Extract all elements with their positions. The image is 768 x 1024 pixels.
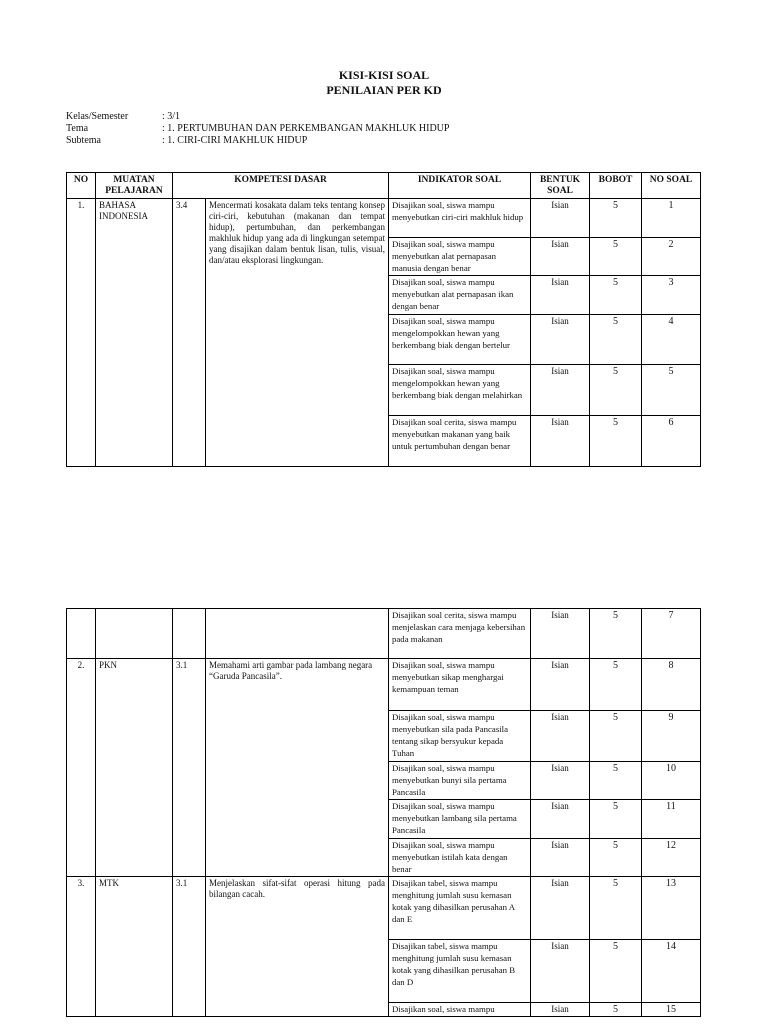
row-muatan (96, 609, 173, 659)
row-indikator: Disajikan soal, siswa mampu menyebutkan sikap menghargai kemampuan teman (389, 659, 531, 711)
row-bentuk: Isian (531, 238, 590, 276)
row-muatan: BAHASA INDONESIA (96, 199, 173, 467)
meta-label: Tema (66, 123, 89, 134)
row-no: 3. (67, 877, 96, 1017)
row-nosoal: 10 (642, 762, 701, 800)
row-nosoal: 9 (642, 711, 701, 762)
row-kd-code (173, 609, 206, 659)
header-nosoal: NO SOAL (642, 173, 701, 199)
row-muatan: MTK (96, 877, 173, 1017)
meta-label: Subtema (66, 135, 101, 146)
row-kd-code: 3.4 (173, 199, 206, 467)
table-row (67, 199, 701, 238)
row-nosoal: 14 (642, 940, 701, 1003)
row-nosoal: 15 (642, 1003, 701, 1017)
meta-tema (66, 123, 449, 135)
row-bobot: 5 (590, 659, 642, 711)
row-kd-text: Memahami arti gambar pada lambang negara “Garuda Pancasila”. (206, 659, 389, 877)
row-indikator: Disajikan soal, siswa mampu mengelompokkan hewan yang berkembang biak dengan melahirkan (389, 365, 531, 416)
meta-subtema (66, 135, 307, 147)
table-row (67, 877, 701, 940)
row-nosoal: 5 (642, 365, 701, 416)
row-bobot: 5 (590, 1003, 642, 1017)
row-indikator: Disajikan soal, siswa mampu (389, 1003, 531, 1017)
doc-title: KISI-KISI SOAL (338, 68, 430, 82)
row-nosoal: 3 (642, 276, 701, 315)
row-kd-code: 3.1 (173, 877, 206, 1017)
row-bobot: 5 (590, 877, 642, 940)
header-indikator: INDIKATOR SOAL (389, 173, 531, 199)
row-kd-code: 3.1 (173, 659, 206, 877)
row-nosoal: 11 (642, 800, 701, 839)
row-indikator: Disajikan tabel, siswa mampu menghitung jumlah susu kemasan kotak yang dihasilkan perusahan A dan E (389, 877, 531, 940)
table-row (67, 609, 701, 659)
row-bobot: 5 (590, 762, 642, 800)
kisi-table-1 (66, 172, 701, 467)
row-bentuk: Isian (531, 315, 590, 365)
row-kd-text: Mencermati kosakata dalam teks tentang konsep ciri-ciri, kebutuhan (makanan dan tempat hidup), pertumbuhan, dan perkembangan makhluk hidup yang ada di lingkungan setempat yang disajikan dalam bentuk lisan, tulis, visual, dan/atau eksplorasi lingkungan. (206, 199, 389, 467)
row-nosoal: 13 (642, 877, 701, 940)
meta-value: : 3/1 (162, 111, 181, 122)
row-bentuk: Isian (531, 1003, 590, 1017)
row-bobot: 5 (590, 365, 642, 416)
row-indikator: Disajikan soal, siswa mampu menyebutkan alat pernapasan ikan dengan benar (389, 276, 531, 315)
row-indikator: Disajikan soal, siswa mampu menyebutkan sila pada Pancasila tentang sikap bersyukur kepada Tuhan (389, 711, 531, 762)
meta-value: : 1. CIRI-CIRI MAKHLUK HIDUP (162, 135, 308, 146)
row-indikator: Disajikan soal, siswa mampu mengelompokkan hewan yang berkembang biak dengan bertelur (389, 315, 531, 365)
row-no: 1. (67, 199, 96, 467)
row-indikator: Disajikan soal, siswa mampu menyebutkan lambang sila pertama Pancasila (389, 800, 531, 839)
row-indikator: Disajikan soal, siswa mampu menyebutkan alat pernapasan manusia dengan benar (389, 238, 531, 276)
row-nosoal: 4 (642, 315, 701, 365)
row-bentuk: Isian (531, 877, 590, 940)
row-bobot: 5 (590, 238, 642, 276)
row-indikator: Disajikan soal, siswa mampu menyebutkan istilah kata dengan benar (389, 839, 531, 877)
row-nosoal: 7 (642, 609, 701, 659)
row-bentuk: Isian (531, 659, 590, 711)
row-kd-text: Menjelaskan sifat-sifat operasi hitung pada bilangan cacah. (206, 877, 389, 1017)
header-no: NO (67, 173, 96, 199)
row-muatan: PKN (96, 659, 173, 877)
table-row (67, 659, 701, 711)
row-bobot: 5 (590, 940, 642, 1003)
header-muatan: MUATAN PELAJARAN (96, 173, 173, 199)
row-bobot: 5 (590, 315, 642, 365)
row-bobot: 5 (590, 800, 642, 839)
row-indikator: Disajikan soal cerita, siswa mampu menyebutkan makanan yang baik untuk pertumbuhan dengan benar (389, 416, 531, 467)
row-bentuk: Isian (531, 762, 590, 800)
row-bobot: 5 (590, 839, 642, 877)
row-bentuk: Isian (531, 365, 590, 416)
row-indikator: Disajikan soal cerita, siswa mampu menjelaskan cara menjaga kebersihan pada makanan (389, 609, 531, 659)
meta-kelas (66, 111, 180, 123)
row-no: 2. (67, 659, 96, 877)
row-nosoal: 6 (642, 416, 701, 467)
doc-subtitle: PENILAIAN PER KD (326, 83, 442, 97)
row-bentuk: Isian (531, 416, 590, 467)
meta-label: Kelas/Semester (66, 111, 129, 122)
header-kd: KOMPETESI DASAR (173, 173, 389, 199)
kisi-table-2 (66, 608, 701, 1017)
row-bentuk: Isian (531, 609, 590, 659)
row-bobot: 5 (590, 276, 642, 315)
row-indikator: Disajikan tabel, siswa mampu menghitung jumlah susu kemasan kotak yang dihasilkan perusahan B dan D (389, 940, 531, 1003)
row-bobot: 5 (590, 711, 642, 762)
row-bentuk: Isian (531, 276, 590, 315)
row-indikator: Disajikan soal, siswa mampu menyebutkan bunyi sila pertama Pancasila (389, 762, 531, 800)
row-nosoal: 2 (642, 238, 701, 276)
header-bentuk: BENTUK SOAL (531, 173, 590, 199)
row-no (67, 609, 96, 659)
header-bobot: BOBOT (590, 173, 642, 199)
row-bentuk: Isian (531, 940, 590, 1003)
header-row (67, 173, 701, 199)
row-bentuk: Isian (531, 711, 590, 762)
row-bobot: 5 (590, 416, 642, 467)
row-bentuk: Isian (531, 199, 590, 238)
row-nosoal: 12 (642, 839, 701, 877)
row-kd-text (206, 609, 389, 659)
row-indikator: Disajikan soal, siswa mampu menyebutkan ciri-ciri makhluk hidup (389, 199, 531, 238)
row-bobot: 5 (590, 199, 642, 238)
row-bobot: 5 (590, 609, 642, 659)
meta-value: : 1. PERTUMBUHAN DAN PERKEMBANGAN MAKHLUK HIDUP (162, 123, 450, 134)
row-nosoal: 8 (642, 659, 701, 711)
row-nosoal: 1 (642, 199, 701, 238)
row-bentuk: Isian (531, 839, 590, 877)
row-bentuk: Isian (531, 800, 590, 839)
